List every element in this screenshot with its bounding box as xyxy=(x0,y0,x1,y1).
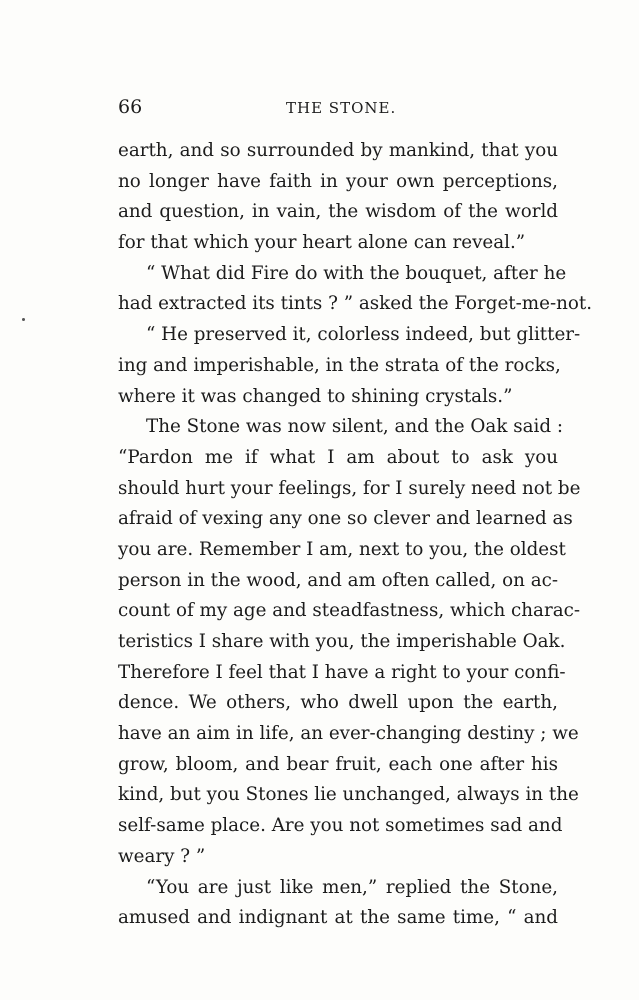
text-line: ing and imperishable, in the strata of the rocks, xyxy=(118,354,561,376)
text-line: “ He preserved it, colorless indeed, but glitter- xyxy=(146,324,581,346)
text-line: for that which your heart alone can reveal.” xyxy=(118,232,526,254)
body-text xyxy=(118,136,593,934)
text-line: weary ? ” xyxy=(118,845,206,867)
text-line: “You are just like men,” replied the Stone, xyxy=(146,876,558,898)
text-line: self-same place. Are you not sometimes sad and xyxy=(118,815,563,837)
text-line: have an aim in life, an ever-changing destiny ; we xyxy=(118,723,579,745)
text-line: had extracted its tints ? ” asked the Forget-me-not. xyxy=(118,293,593,315)
text-line: person in the wood, and am often called, on ac- xyxy=(118,569,559,591)
text-line: grow, bloom, and bear fruit, each one after his xyxy=(118,753,558,775)
text-line: no longer have faith in your own perceptions, xyxy=(118,170,558,192)
margin-speck xyxy=(22,318,25,321)
page-number: 66 xyxy=(118,96,143,118)
text-line: amused and indignant at the same time, “ and xyxy=(118,907,558,929)
text-line: teristics I share with you, the imperishable Oak. xyxy=(118,631,566,652)
text-line: The Stone was now silent, and the Oak said : xyxy=(146,416,564,438)
text-line: afraid of vexing any one so clever and learned as xyxy=(118,508,573,530)
text-line: earth, and so surrounded by mankind, that you xyxy=(118,140,558,161)
text-line: count of my age and steadfastness, which charac- xyxy=(118,600,581,622)
text-line: kind, but you Stones lie unchanged, always in the xyxy=(118,784,579,806)
text-line: “ What did Fire do with the bouquet, after he xyxy=(146,262,567,284)
text-line: dence. We others, who dwell upon the earth, xyxy=(118,692,558,714)
text-line: where it was changed to shining crystals.” xyxy=(118,385,513,407)
text-line: should hurt your feelings, for I surely need not be xyxy=(118,477,581,499)
text-line: “Pardon me if what I am about to ask you xyxy=(118,446,558,468)
page-header xyxy=(118,96,558,126)
text-line: Therefore I feel that I have a right to your confi- xyxy=(118,661,566,683)
text-line: and question, in vain, the wisdom of the world xyxy=(118,201,558,223)
running-head: THE STONE. xyxy=(286,99,397,117)
text-line: you are. Remember I am, next to you, the oldest xyxy=(118,538,566,560)
